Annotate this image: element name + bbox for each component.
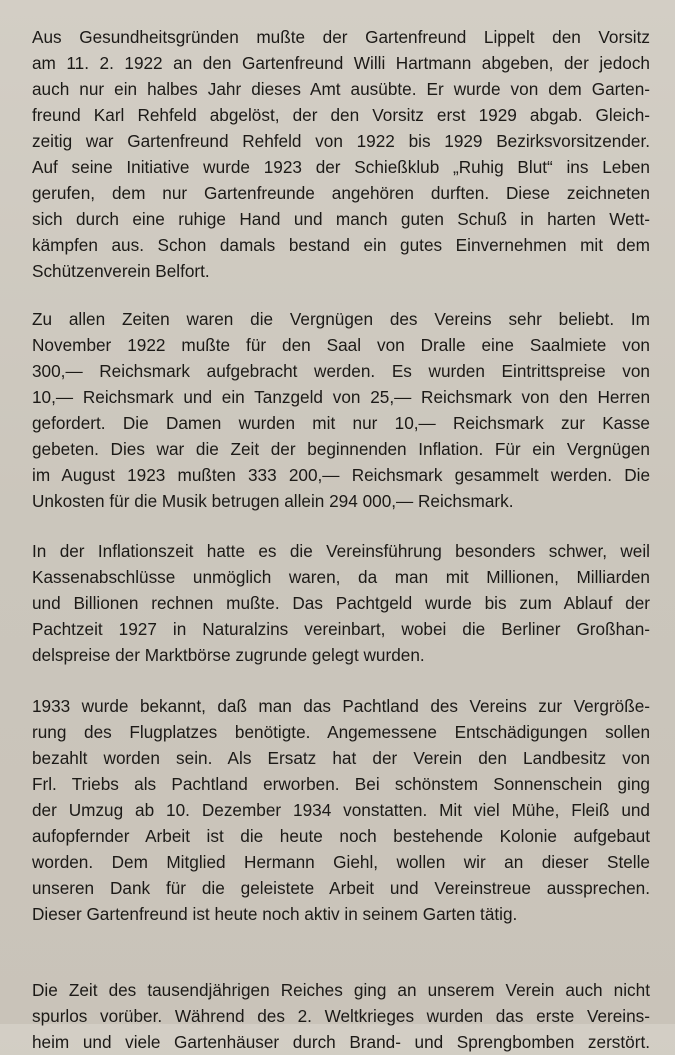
text-line: In der Inflationszeit hatte es die Vereinsführung besonders schwer, weil [32,541,650,561]
text-line: auch nur ein halbes Jahr dieses Amt ausübte. Er wurde von dem Garten- [32,79,650,99]
text-line: kämpfen aus. Schon damals bestand ein gutes Einvernehmen mit dem [32,235,650,255]
text-line: freund Karl Rehfeld abgelöst, der den Vorsitz erst 1929 abgab. Gleich- [32,105,650,125]
text-line: spurlos vorüber. Während des 2. Weltkrieges wurden das erste Vereins- [32,1006,650,1026]
text-line: Aus Gesundheitsgründen mußte der Gartenfreund Lippelt den Vorsitz [32,27,650,47]
text-line: aufopfernder Arbeit ist die heute noch bestehende Kolonie aufgebaut [32,826,650,846]
text-line: Schützenverein Belfort. [32,261,210,281]
text-line: rung des Flugplatzes benötigte. Angemessene Entschädigungen sollen [32,722,650,742]
text-line: Die Zeit des tausendjährigen Reiches ging an unserem Verein auch nicht [32,980,650,1000]
text-line: gefordert. Die Damen wurden mit nur 10,— Reichsmark zur Kasse [32,413,650,433]
text-line: der Umzug ab 10. Dezember 1934 vonstatten. Mit viel Mühe, Fleiß und [32,800,650,820]
text-line: und Billionen rechnen mußte. Das Pachtgeld wurde bis zum Ablauf der [32,593,650,613]
text-line: delspreise der Marktbörse zugrunde gelegt wurden. [32,645,425,665]
text-line: Auf seine Initiative wurde 1923 der Schießklub „Ruhig Blut“ ins Leben [32,157,650,177]
text-line: im August 1923 mußten 333 200,— Reichsmark gesammelt werden. Die [32,465,650,485]
text-line: am 11. 2. 1922 an den Gartenfreund Willi Hartmann abgeben, der jedoch [32,53,650,73]
text-line: 1933 wurde bekannt, daß man das Pachtland des Vereins zur Vergröße- [32,696,650,716]
text-line: sich durch eine ruhige Hand und manch guten Schuß in harten Wett- [32,209,650,229]
text-line: Zu allen Zeiten waren die Vergnügen des Vereins sehr beliebt. Im [32,309,650,329]
text-line: Frl. Triebs als Pachtland erworben. Bei schönstem Sonnenschein ging [32,774,650,794]
text-line: bezahlt worden sein. Als Ersatz hat der Verein den Landbesitz von [32,748,650,768]
paragraph-2 [32,306,650,514]
text-line: Kassenabschlüsse unmöglich waren, da man mit Millionen, Milliarden [32,567,650,587]
text-line: 10,— Reichsmark und ein Tanzgeld von 25,— Reichsmark von den Herren [32,387,650,407]
paragraph-5 [32,977,650,1055]
text-line: Dieser Gartenfreund ist heute noch aktiv in seinem Garten tätig. [32,904,518,924]
text-line: worden. Dem Mitglied Hermann Giehl, wollen wir an dieser Stelle [32,852,650,872]
paragraph-4 [32,693,650,927]
text-line: gerufen, dem nur Gartenfreunde angehören durften. Diese zeichneten [32,183,650,203]
text-line: heim und viele Gartenhäuser durch Brand- und Sprengbomben zerstört. [32,1032,650,1052]
text-line: November 1922 mußte für den Saal von Dralle eine Saalmiete von [32,335,650,355]
text-line: zeitig war Gartenfreund Rehfeld von 1922 bis 1929 Bezirksvorsitzender. [32,131,650,151]
paragraph-1 [32,24,650,284]
text-line: gebeten. Dies war die Zeit der beginnenden Inflation. Für ein Vergnügen [32,439,650,459]
text-line: unseren Dank für die geleistete Arbeit und Vereinstreue aussprechen. [32,878,650,898]
paragraph-3 [32,538,650,668]
text-line: Pachtzeit 1927 in Naturalzins vereinbart, wobei die Berliner Großhan- [32,619,650,639]
document-page [32,24,650,1055]
text-line: Unkosten für die Musik betrugen allein 294 000,— Reichsmark. [32,491,514,511]
text-line: 300,— Reichsmark aufgebracht werden. Es wurden Eintrittspreise von [32,361,650,381]
